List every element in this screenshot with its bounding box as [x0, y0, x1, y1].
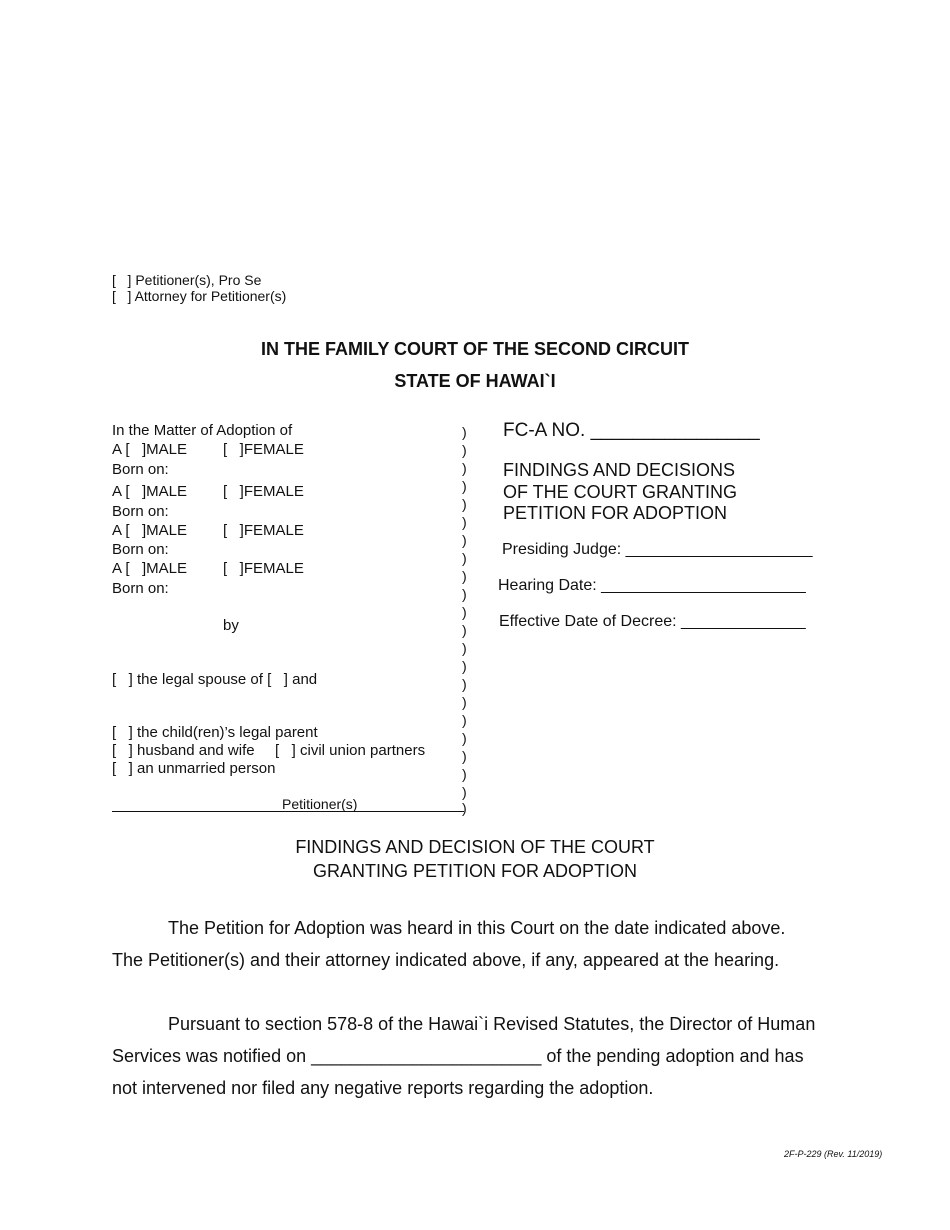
paren-mark: ) — [462, 712, 467, 728]
paren-mark: ) — [462, 622, 467, 638]
paragraph-2-line2: Services was notified on _______________________ of the pending adoption and has — [112, 1046, 804, 1066]
paren-mark: ) — [462, 640, 467, 656]
civil-union-checkbox-line[interactable]: [ ] civil union partners — [275, 742, 426, 759]
court-name: IN THE FAMILY COURT OF THE SECOND CIRCUIT — [260, 339, 690, 359]
document-title-line3: PETITION FOR ADOPTION — [503, 503, 728, 523]
matter-label: In the Matter of Adoption of — [112, 422, 293, 439]
presiding-judge-field[interactable]: Presiding Judge: _____________________ — [502, 541, 813, 558]
paren-mark: ) — [462, 730, 467, 746]
legal-parent-checkbox-line[interactable]: [ ] the child(ren)’s legal parent — [112, 724, 318, 741]
child-3-male-checkbox[interactable]: A [ ]MALE — [112, 522, 188, 539]
attorney-checkbox-line[interactable]: [ ] Attorney for Petitioner(s) — [112, 288, 287, 304]
child-3-female-checkbox[interactable]: [ ]FEMALE — [223, 522, 304, 539]
paren-mark: ) — [462, 586, 467, 602]
paren-mark: ) — [462, 766, 467, 782]
paren-mark: ) — [462, 676, 467, 692]
unmarried-checkbox-line[interactable]: [ ] an unmarried person — [112, 760, 276, 777]
legal-spouse-checkbox-line[interactable]: [ ] the legal spouse of [ ] and — [112, 671, 318, 688]
paragraph-2-line3: not intervened nor filed any negative reports regarding the adoption. — [112, 1078, 654, 1098]
form-id: 2F-P-229 (Rev. 11/2019) — [784, 1149, 883, 1159]
child-3-born-label: Born on: — [112, 541, 169, 558]
paren-mark: ) — [462, 604, 467, 620]
child-1-male-checkbox[interactable]: A [ ]MALE — [112, 441, 188, 458]
paren-mark: ) — [462, 442, 467, 458]
hearing-date-field[interactable]: Hearing Date: _______________________ — [498, 577, 806, 594]
child-4-born-label: Born on: — [112, 580, 169, 597]
section-heading-line2: GRANTING PETITION FOR ADOPTION — [312, 861, 638, 881]
pro-se-checkbox-line[interactable]: [ ] Petitioner(s), Pro Se — [112, 272, 262, 288]
paren-mark: ) — [462, 496, 467, 512]
effective-date-field[interactable]: Effective Date of Decree: ______________ — [499, 613, 806, 630]
section-heading-line1: FINDINGS AND DECISION OF THE COURT — [295, 837, 655, 857]
document-title-line2: OF THE COURT GRANTING — [503, 482, 738, 502]
child-1-born-label: Born on: — [112, 461, 169, 478]
child-2-female-checkbox[interactable]: [ ]FEMALE — [223, 483, 304, 500]
by-label: by — [223, 617, 239, 634]
document-title-line1: FINDINGS AND DECISIONS — [503, 460, 736, 480]
case-number-field[interactable]: FC-A NO. ________________ — [503, 420, 760, 441]
child-2-male-checkbox[interactable]: A [ ]MALE — [112, 483, 188, 500]
paren-mark: ) — [462, 424, 467, 440]
paren-mark: ) — [462, 460, 467, 476]
paren-mark: ) — [462, 694, 467, 710]
paren-mark: ) — [462, 800, 467, 816]
child-4-male-checkbox[interactable]: A [ ]MALE — [112, 560, 188, 577]
paren-mark: ) — [462, 532, 467, 548]
court-state: STATE OF HAWAI`I — [394, 371, 556, 391]
paragraph-1-line1: The Petition for Adoption was heard in this Court on the date indicated above. — [168, 918, 786, 938]
paren-mark: ) — [462, 658, 467, 674]
paren-mark: ) — [462, 784, 467, 800]
paren-mark: ) — [462, 550, 467, 566]
paren-mark: ) — [462, 748, 467, 764]
child-2-born-label: Born on: — [112, 503, 169, 520]
paragraph-2-line1: Pursuant to section 578-8 of the Hawai`i Revised Statutes, the Director of Human — [168, 1014, 816, 1034]
paren-mark: ) — [462, 568, 467, 584]
paren-mark: ) — [462, 514, 467, 530]
paren-mark: ) — [462, 478, 467, 494]
child-4-female-checkbox[interactable]: [ ]FEMALE — [223, 560, 304, 577]
petitioners-label: Petitioner(s) — [282, 796, 358, 812]
paragraph-1-line2: The Petitioner(s) and their attorney indicated above, if any, appeared at the hearing. — [112, 950, 780, 970]
husband-wife-checkbox-line[interactable]: [ ] husband and wife — [112, 742, 255, 759]
child-1-female-checkbox[interactable]: [ ]FEMALE — [223, 441, 304, 458]
